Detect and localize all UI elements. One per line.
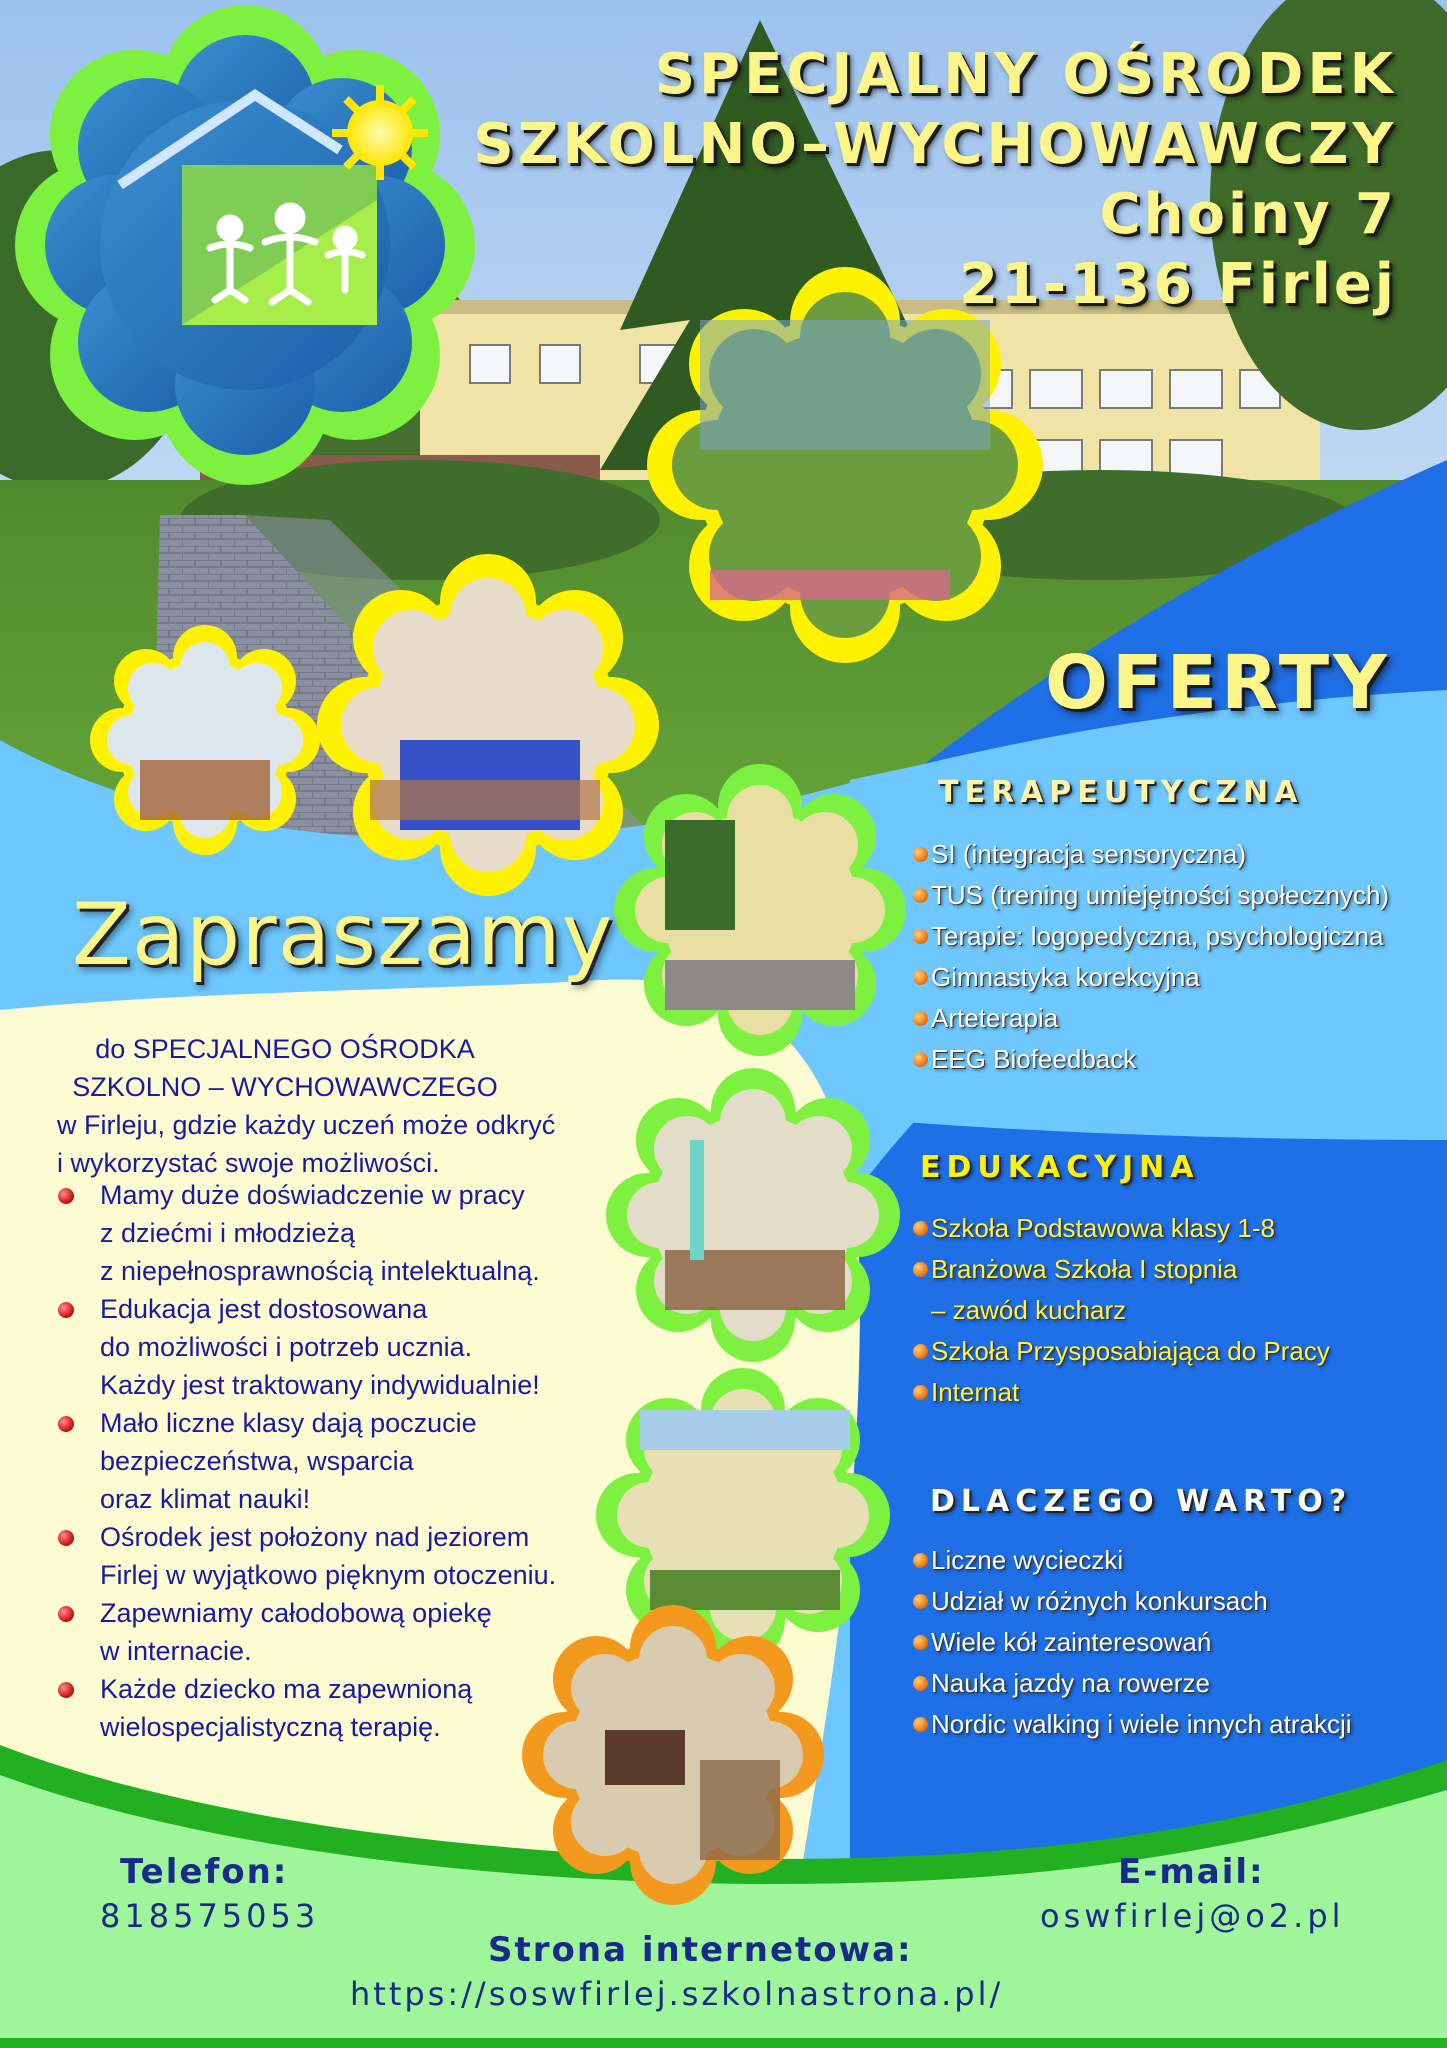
list-item: Branżowa Szkoła I stopnia (913, 1249, 1330, 1290)
list-item: Edukacja jest dostosowana do możliwości i potrzeb ucznia. Każdy jest traktowany indywidualnie! (55, 1290, 556, 1404)
section-title-educational: EDUKACYJNA (920, 1150, 1200, 1185)
orange-bullet-icon (913, 1221, 928, 1236)
phone-label: Telefon: (120, 1852, 289, 1892)
red-bullet-icon (58, 1530, 74, 1546)
therapeutic-list (913, 834, 1389, 1080)
red-bullet-icon (58, 1188, 74, 1204)
website-label: Strona internetowa: (488, 1930, 913, 1970)
photo-flower-building2 (596, 1368, 890, 1662)
photo-flower-sport (647, 267, 1043, 663)
list-item: Nauka jazdy na rowerze (913, 1663, 1352, 1704)
header-title-line1: SPECJALNY OŚRODEK (654, 42, 1397, 107)
red-bullet-icon (58, 1606, 74, 1622)
orange-bullet-icon (913, 1011, 928, 1026)
website-url[interactable]: https://soswfirlej.szkolnastrona.pl/ (350, 1975, 1004, 2013)
intro-line: SZKOLNO – WYCHOWAWCZEGO (72, 1072, 498, 1102)
orange-bullet-icon (913, 1344, 928, 1359)
phone-number[interactable]: 818575053 (100, 1897, 320, 1935)
orange-bullet-icon (913, 1717, 928, 1732)
red-bullet-icon (58, 1302, 74, 1318)
orange-bullet-icon (913, 1052, 928, 1067)
photo-flower-classroom (90, 625, 320, 855)
orange-bullet-icon (913, 1553, 928, 1568)
list-item: Internat (913, 1372, 1330, 1413)
photo-flower-gym (317, 554, 659, 896)
section-title-why: DLACZEGO WARTO? (930, 1484, 1353, 1519)
photo-flower-building1 (614, 764, 906, 1056)
list-item: Ośrodek jest położony nad jeziorem Firlej w wyjątkowo pięknym otoczeniu. (55, 1518, 556, 1594)
list-item: EEG Biofeedback (913, 1039, 1389, 1080)
list-item: Liczne wycieczki (913, 1540, 1352, 1581)
invite-heading: Zapraszamy (72, 885, 614, 985)
sun-icon (332, 85, 428, 180)
list-item: TUS (trening umiejętności społecznych) (913, 875, 1389, 916)
orange-bullet-icon (913, 929, 928, 944)
offers-title: OFERTY (1045, 640, 1391, 726)
list-item: Nordic walking i wiele innych atrakcji (913, 1704, 1352, 1745)
orange-bullet-icon (913, 970, 928, 985)
email-label: E-mail: (1118, 1852, 1265, 1892)
list-item: Udział w różnych konkursach (913, 1581, 1352, 1622)
list-item: Każde dziecko ma zapewnioną wielospecjalistyczną terapię. (55, 1670, 556, 1746)
orange-bullet-icon (913, 1262, 928, 1277)
orange-bullet-icon (913, 847, 928, 862)
benefits-list (55, 1176, 556, 1746)
list-item: Arteterapia (913, 998, 1389, 1039)
orange-bullet-icon (913, 1676, 928, 1691)
invite-intro (40, 1030, 640, 1182)
house-logo-icon (15, 5, 475, 485)
intro-line: i wykorzystać swoje możliwości. (57, 1148, 440, 1178)
list-item: Mamy duże doświadczenie w pracy z dziećmi i młodzieżą z niepełnosprawnością intelektualną. (55, 1176, 556, 1290)
list-item: SI (integracja sensoryczna) (913, 834, 1389, 875)
header-address-street: Choiny 7 (1099, 182, 1397, 247)
photo-flower-hall (606, 1068, 900, 1362)
list-item: Szkoła Podstawowa klasy 1-8 (913, 1208, 1330, 1249)
orange-bullet-icon (913, 1594, 928, 1609)
red-bullet-icon (58, 1416, 74, 1432)
list-item: Wiele kół zainteresowań (913, 1622, 1352, 1663)
educational-list (913, 1208, 1330, 1413)
list-item: Terapie: logopedyczna, psychologiczna (913, 916, 1389, 957)
header-title-line2: SZKOLNO–WYCHOWAWCZY (473, 112, 1397, 177)
list-item: – zawód kucharz (931, 1295, 1127, 1325)
email-address[interactable]: oswfirlej@o2.pl (1040, 1897, 1345, 1935)
intro-line: do SPECJALNEGO OŚRODKA (95, 1034, 475, 1064)
list-item: Szkoła Przysposabiająca do Pracy (913, 1331, 1330, 1372)
orange-bullet-icon (913, 1635, 928, 1650)
list-item: Gimnastyka korekcyjna (913, 957, 1389, 998)
intro-line: w Firleju, gdzie każdy uczeń może odkryć (57, 1110, 556, 1140)
photo-flower-common-room (522, 1605, 824, 1905)
list-item: Mało liczne klasy dają poczucie bezpieczeństwa, wsparcia oraz klimat nauki! (55, 1404, 556, 1518)
orange-bullet-icon (913, 1385, 928, 1400)
orange-bullet-icon (913, 888, 928, 903)
red-bullet-icon (58, 1682, 74, 1698)
header-address-city: 21-136 Firlej (959, 252, 1397, 317)
list-item: Zapewniamy całodobową opiekę w internacie. (55, 1594, 556, 1670)
why-list (913, 1540, 1352, 1745)
section-title-therapeutic: TERAPEUTYCZNA (938, 775, 1304, 810)
